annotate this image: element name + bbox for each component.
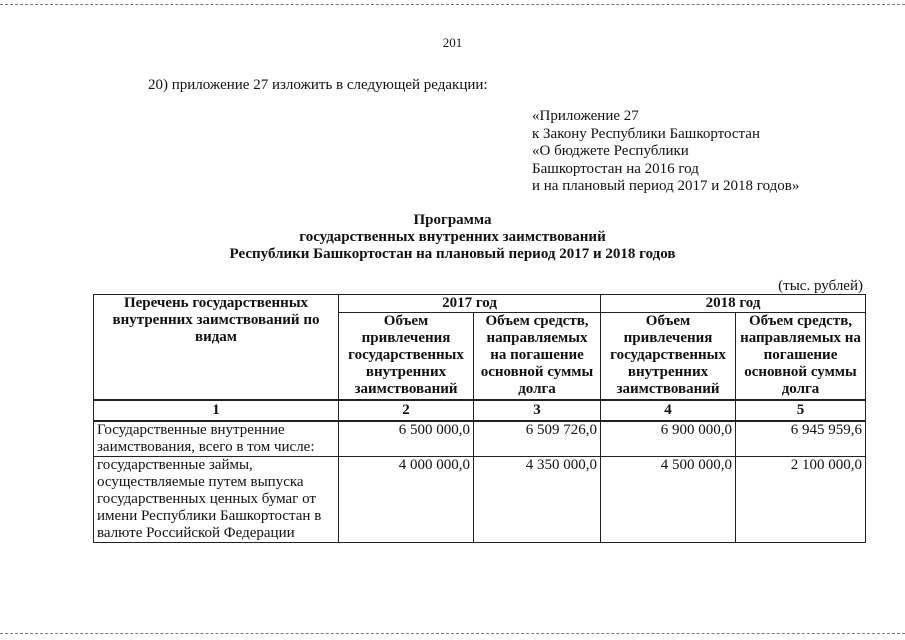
table-row	[94, 421, 866, 457]
appendix-header	[532, 108, 799, 196]
column-number: 5	[736, 400, 866, 421]
appendix-header-line: Башкортостан на 2016 год	[532, 160, 699, 177]
header-year-2018: 2018 год	[601, 295, 866, 313]
cell-attraction-2018: 6 900 000,0	[601, 421, 736, 457]
row-label-securities: государственные займы, осуществляемые путем выпуска государственных ценных бумаг от имени Республики Башкортостан в валюте Российской Федерации	[94, 457, 339, 543]
cell-attraction-2017: 6 500 000,0	[339, 421, 474, 457]
appendix-header-line: и на плановый период 2017 и 2018 годов»	[532, 178, 800, 194]
page-number: 201	[442, 35, 463, 50]
header-repayment-2018: Объем средств, направляемых на погашение основной суммы долга	[736, 313, 866, 401]
column-number: 3	[474, 400, 601, 421]
page-bottom-edge	[0, 633, 905, 634]
title-line: государственных внутренних заимствований	[299, 229, 606, 245]
column-number: 1	[94, 400, 339, 421]
units-label: (тыс. рублей)	[778, 278, 863, 294]
appendix-header-line: «Приложение 27	[532, 108, 639, 124]
title-line: Республики Башкортостан на плановый период 2017 и 2018 годов	[229, 246, 676, 262]
table-row	[94, 457, 866, 543]
document-title	[0, 212, 905, 263]
cell-repayment-2018: 2 100 000,0	[736, 457, 866, 543]
column-number: 2	[339, 400, 474, 421]
title-line: Программа	[413, 212, 492, 228]
column-number: 4	[601, 400, 736, 421]
appendix-header-line: «О бюджете Республики	[532, 143, 689, 159]
header-attraction-2018: Объем привлечения государственных внутренних заимствований	[601, 313, 736, 401]
header-attraction-2017: Объем привлечения государственных внутренних заимствований	[339, 313, 474, 401]
borrowing-program-table	[93, 294, 866, 543]
cell-repayment-2017: 6 509 726,0	[474, 421, 601, 457]
row-label-total: Государственные внутренние заимствования, всего в том числе:	[94, 421, 339, 457]
page-top-edge	[0, 4, 905, 5]
cell-attraction-2018: 4 500 000,0	[601, 457, 736, 543]
column-number-row	[94, 400, 866, 421]
cell-repayment-2017: 4 350 000,0	[474, 457, 601, 543]
header-year-2017: 2017 год	[339, 295, 601, 313]
cell-attraction-2017: 4 000 000,0	[339, 457, 474, 543]
table-header-row	[94, 295, 866, 313]
header-borrowing-types: Перечень государственных внутренних заимствований по видам	[94, 295, 339, 401]
header-repayment-2017: Объем средств, направляемых на погашение основной суммы долга	[474, 313, 601, 401]
cell-repayment-2018: 6 945 959,6	[736, 421, 866, 457]
amendment-instruction: 20) приложение 27 изложить в следующей редакции:	[148, 77, 488, 93]
appendix-header-line: к Закону Республики Башкортостан	[532, 125, 760, 142]
